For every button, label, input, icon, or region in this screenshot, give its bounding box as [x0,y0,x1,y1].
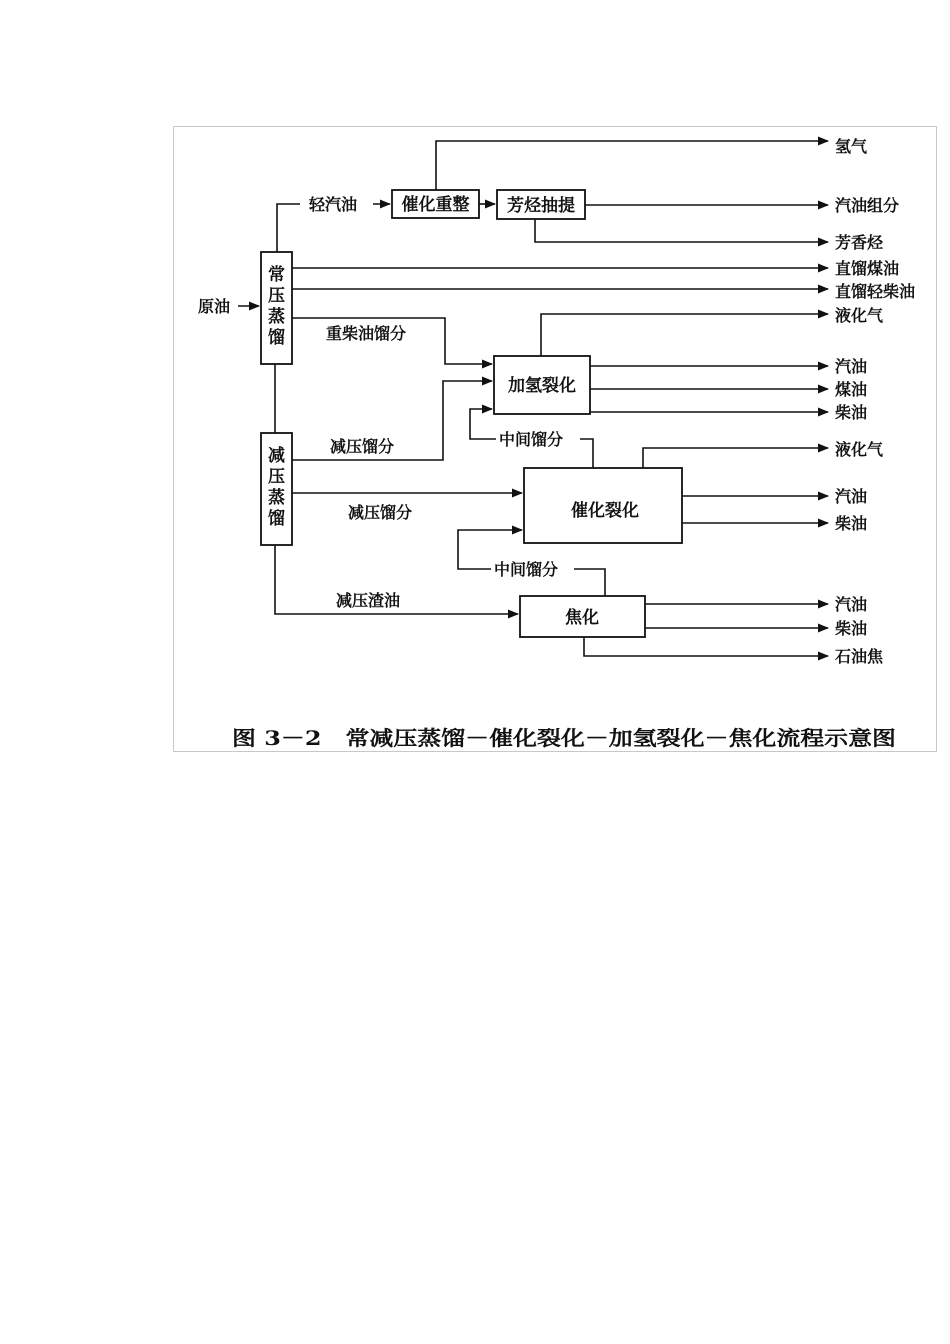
product-coke-diesel: 柴油 [835,619,868,638]
unit-vacuum-distillation [261,433,292,545]
unit-catalytic-cracking [524,468,682,543]
product-fcc-gasoline: 汽油 [835,487,868,506]
unit-catalytic-reforming [392,190,479,218]
label-crude-oil: 原油 [198,297,231,316]
product-hc-diesel: 柴油 [835,403,868,422]
label-light-naphtha: 轻汽油 [309,195,358,214]
product-sr-light-diesel: 直馏轻柴油 [835,282,916,301]
product-petroleum-coke: 石油焦 [835,647,884,666]
product-fcc-lpg: 液化气 [835,440,884,459]
unit-atmospheric-label: 常压蒸馏 [268,265,285,348]
product-aromatics: 芳香烃 [835,233,884,252]
product-coke-gasoline: 汽油 [835,595,868,614]
product-fcc-diesel: 柴油 [835,514,868,533]
product-hc-gasoline: 汽油 [835,357,868,376]
label-vacuum-distillate-2: 减压馏分 [348,503,413,522]
figure-caption: 图 3－2 常减压蒸馏－催化裂化－加氢裂化－焦化流程示意图 [232,726,896,750]
unit-vacuum-label: 减压蒸馏 [268,446,285,529]
unit-reforming-label: 催化重整 [401,195,470,215]
unit-hydrocracking [494,356,590,414]
label-heavy-diesel-fraction: 重柴油馏分 [326,324,407,343]
unit-atmospheric-distillation [261,252,292,364]
unit-coking-label: 焦化 [565,608,599,628]
unit-aromatics-label: 芳烃抽提 [507,196,575,216]
label-vacuum-distillate-1: 减压馏分 [330,437,395,456]
product-hc-kerosene: 煤油 [835,380,868,399]
product-hc-lpg: 液化气 [835,306,884,325]
product-sr-kerosene: 直馏煤油 [835,259,900,278]
unit-aromatics-extraction [497,190,585,219]
unit-hydrocracking-label: 加氢裂化 [508,376,576,396]
label-middle-distillate-2: 中间馏分 [494,560,559,579]
label-middle-distillate-1: 中间馏分 [499,430,564,449]
unit-fcc-label: 催化裂化 [571,501,639,521]
product-labels [834,137,915,666]
product-hydrogen: 氢气 [835,137,868,156]
product-gasoline-component: 汽油组分 [835,196,900,215]
unit-coking [520,596,645,637]
label-vacuum-residue: 减压渣油 [336,591,401,610]
